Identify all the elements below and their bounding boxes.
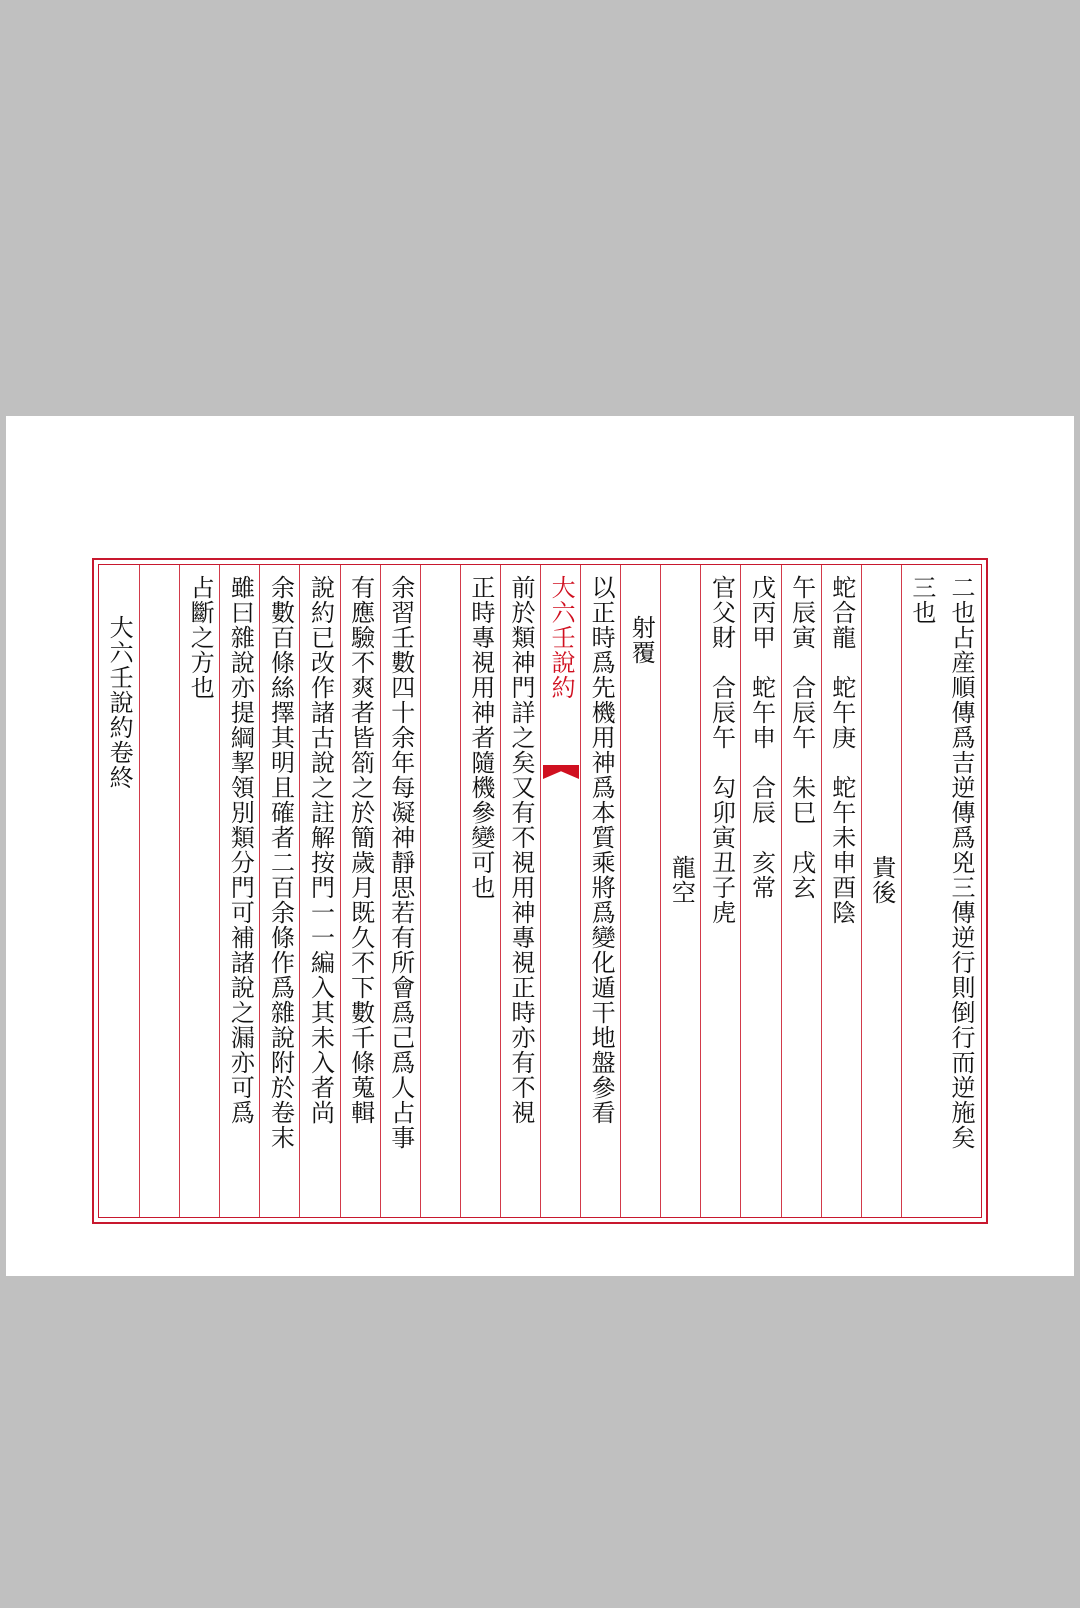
column-text-1: 二也占産順傳爲吉逆傳爲兇三傳逆行則倒行而逆施矣 bbox=[946, 575, 975, 1150]
text-column-12 bbox=[500, 565, 540, 1217]
column-text-16: 有應驗不爽者皆箚之於簡歲月既久不下數千條蒐輯 bbox=[346, 575, 375, 1125]
column-text-5: 午辰寅 合辰午 朱巳 戌玄 bbox=[787, 575, 816, 900]
text-column-2 bbox=[901, 565, 941, 1217]
text-frame bbox=[92, 558, 988, 1224]
text-column-21 bbox=[139, 565, 179, 1217]
column-text-15: 余習壬數四十余年每凝神靜思若有所會爲己爲人占事 bbox=[386, 575, 415, 1150]
text-column-1 bbox=[941, 565, 981, 1217]
column-text-13: 正時專視用神者隨機參變可也 bbox=[466, 575, 495, 900]
column-text-7: 官父財 合辰午 勾卯寅丑子虎 bbox=[707, 575, 736, 925]
text-column-20 bbox=[179, 565, 219, 1217]
text-column-18 bbox=[259, 565, 299, 1217]
text-column-19 bbox=[219, 565, 259, 1217]
text-column-6 bbox=[740, 565, 780, 1217]
column-text-19: 雖曰雜說亦提綱挈領別類分門可補諸說之漏亦可爲 bbox=[226, 575, 255, 1125]
fold-mark-icon bbox=[543, 765, 579, 779]
text-column-10 bbox=[580, 565, 620, 1217]
colophon-text: 大六壬說約卷終 bbox=[105, 615, 134, 790]
column-text-17: 說約已改作諸古說之註解按門一一編入其未入者尚 bbox=[306, 575, 335, 1125]
text-column-13 bbox=[460, 565, 500, 1217]
column-text-8: 龍空 bbox=[667, 855, 696, 905]
text-column-7 bbox=[700, 565, 740, 1217]
text-column-9 bbox=[620, 565, 660, 1217]
column-text-18: 余數百條絲擇其明且確者二百余條作爲雜說附於卷末 bbox=[266, 575, 295, 1150]
text-column-17 bbox=[299, 565, 339, 1217]
text-column-3 bbox=[861, 565, 901, 1217]
page-sheet bbox=[6, 416, 1074, 1276]
book-title: 大六壬說約 bbox=[547, 575, 576, 700]
column-text-3: 貴後 bbox=[867, 855, 896, 905]
text-column-15 bbox=[380, 565, 420, 1217]
colophon-column bbox=[99, 565, 139, 1217]
column-grid bbox=[98, 564, 982, 1218]
text-column-8 bbox=[660, 565, 700, 1217]
column-text-2: 三也 bbox=[907, 575, 936, 625]
book-title-column bbox=[540, 565, 580, 1217]
column-text-10: 以正時爲先機用神爲本質乘將爲變化遁干地盤參看 bbox=[587, 575, 616, 1125]
text-column-5 bbox=[781, 565, 821, 1217]
column-text-9: 射覆 bbox=[627, 615, 656, 665]
column-text-6: 戊丙甲 蛇午申 合辰 亥常 bbox=[747, 575, 776, 900]
text-column-4 bbox=[821, 565, 861, 1217]
text-column-14 bbox=[420, 565, 460, 1217]
column-text-4: 蛇合龍 蛇午庚 蛇午未申酉陰 bbox=[827, 575, 856, 925]
column-text-12: 前於類神門詳之矣又有不視用神專視正時亦有不視 bbox=[506, 575, 535, 1125]
text-column-16 bbox=[340, 565, 380, 1217]
column-text-20: 占斷之方也 bbox=[186, 575, 215, 700]
